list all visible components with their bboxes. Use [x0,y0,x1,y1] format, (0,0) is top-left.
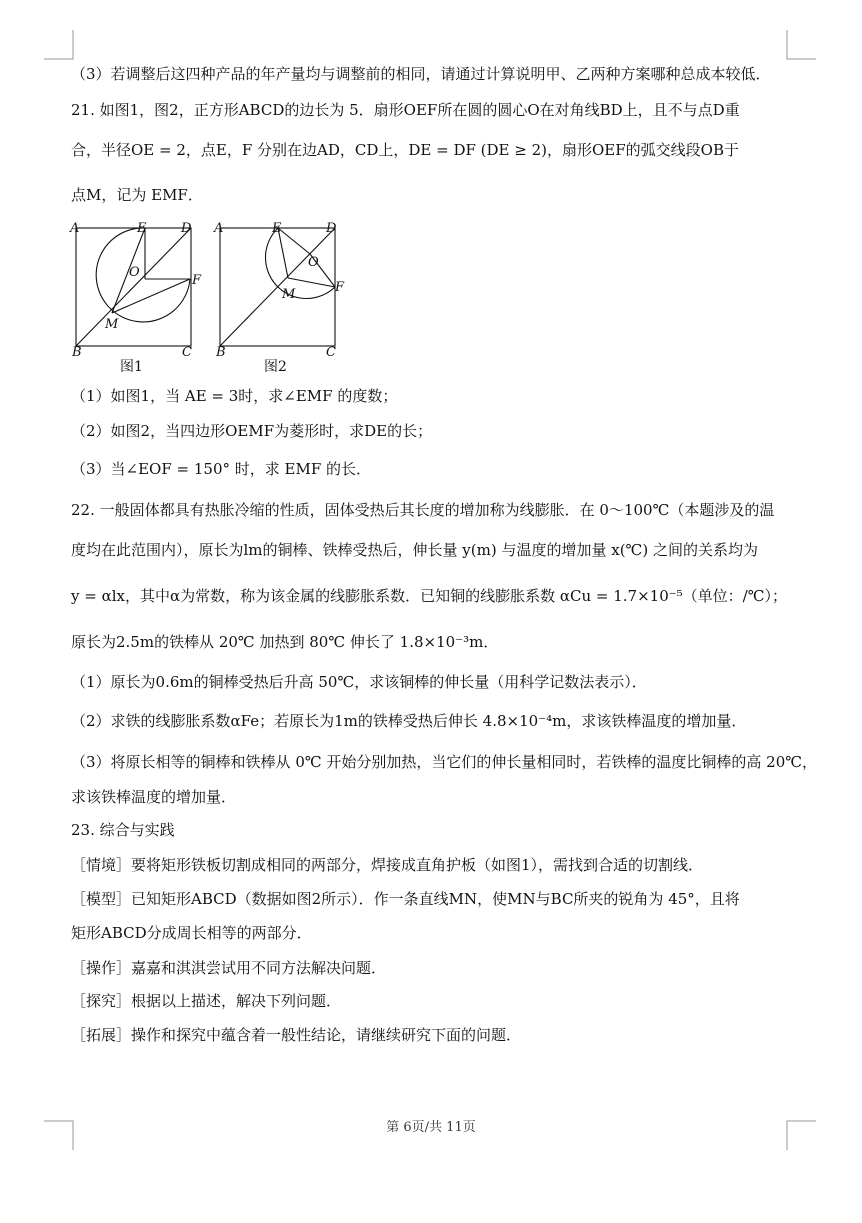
q22-intro-line3: y = αlx，其中α为常数，称为该金属的线膨胀系数．已知铜的线膨胀系数 αCu = 1.7×10⁻⁵（单位：/℃）； [71,587,788,605]
fig1-arc-emf [96,228,190,322]
figure-2-square-rhombus [212,218,352,358]
q22-intro-line2: 度均在此范围内），原长为lm的铜棒、铁棒受热后，伸长量 y(m) 与温度的增加量 x(℃) 之间的关系均为 [71,541,758,559]
fig2-label-A: A [214,221,224,236]
q22-intro-line4: 原长为2.5m的铁棒从 20℃ 加热到 80℃ 伸长了 1.8×10⁻³m． [71,633,499,651]
q23-operation: ［操作］嘉嘉和淇淇尝试用不同方法解决问题． [71,959,387,977]
q22-intro-line1: 22. 一般固体都具有热胀冷缩的性质，固体受热后其长度的增加称为线膨胀．在 0～100℃（本题涉及的温 [71,501,775,519]
fig1-label-A: A [70,221,80,236]
figure-1-square-sector [68,218,208,358]
fig2-label-B: B [216,345,226,358]
q21-part1: （1）如图1，当 AE = 3时，求∠EMF 的度数； [71,387,398,405]
fig2-label-M: M [282,287,296,302]
figure-1-caption: 图1 [120,359,143,375]
q23-model-line2: 矩形ABCD分成周长相等的两部分． [71,924,312,942]
fig2-label-D: D [326,221,337,236]
q22-part3-line2: 求该铁棒温度的增加量． [71,788,237,806]
q20-part3: （3）若调整后这四种产品的年产量均与调整前的相同，请通过计算说明甲、乙两种方案哪种总成本较低． [71,65,771,83]
fig2-label-E: E [272,221,282,236]
fig1-label-E: E [137,221,147,236]
figure-2-caption: 图2 [264,359,287,375]
fig1-label-M: M [105,317,119,332]
crop-mark-top-left [44,30,74,60]
fig1-label-D: D [181,221,192,236]
fig2-label-O: O [308,255,319,270]
fig1-diagonal-bd [76,228,191,346]
q21-intro-line2: 合，半径OE = 2，点E，F 分别在边AD，CD上，DE = DF (DE ≥ 2)，扇形OEF的弧交线段OB于 [71,141,739,159]
q22-part1: （1）原长为0.6m的铜棒受热后升高 50℃，求该铜棒的伸长量（用科学记数法表示）． [71,673,647,691]
q23-extend: ［拓展］操作和探究中蕴含着一般性结论，请继续研究下面的问题． [71,1026,522,1044]
crop-mark-top-right [786,30,816,60]
fig2-label-C: C [326,345,336,358]
fig1-label-F: F [192,273,202,288]
fig1-label-B: B [72,345,82,358]
q23-situation: ［情境］要将矩形铁板切割成相同的两部分，焊接成直角护板（如图1），需找到合适的切割线． [71,856,704,874]
fig2-side-of [310,254,335,287]
q23-model-line1: ［模型］已知矩形ABCD（数据如图2所示）．作一条直线MN，使MN与BC所夹的锐角为 45°，且将 [71,890,740,908]
q21-part2: （2）如图2，当四边形OEMF为菱形时，求DE的长； [71,422,433,440]
q21-intro-line1: 21. 如图1，图2，正方形ABCD的边长为 5．扇形OEF所在圆的圆心O在对角线BD上，且不与点D重 [71,101,740,119]
fig2-side-mf [288,278,335,287]
fig1-label-O: O [129,265,140,280]
q22-part3-line1: （3）将原长相等的铜棒和铁棒从 0℃ 开始分别加热，当它们的伸长量相同时，若铁棒的温度比铜棒的高 20℃， [71,753,818,771]
q23-title: 23. 综合与实践 [71,821,175,839]
fig2-label-F: F [335,280,345,295]
fig1-label-C: C [182,345,192,358]
q23-explore: ［探究］根据以上描述，解决下列问题． [71,992,342,1010]
q21-intro-line3: 点M，记为 EMF． [71,186,203,204]
q22-part2: （2）求铁的线膨胀系数αFe；若原长为1m的铁棒受热后伸长 4.8×10⁻⁴m，求该铁棒温度的增加量． [71,712,747,730]
q21-part3: （3）当∠EOF = 150° 时，求 EMF 的长． [71,460,372,478]
page-footer: 第 6页/共 11页 [386,1120,476,1135]
